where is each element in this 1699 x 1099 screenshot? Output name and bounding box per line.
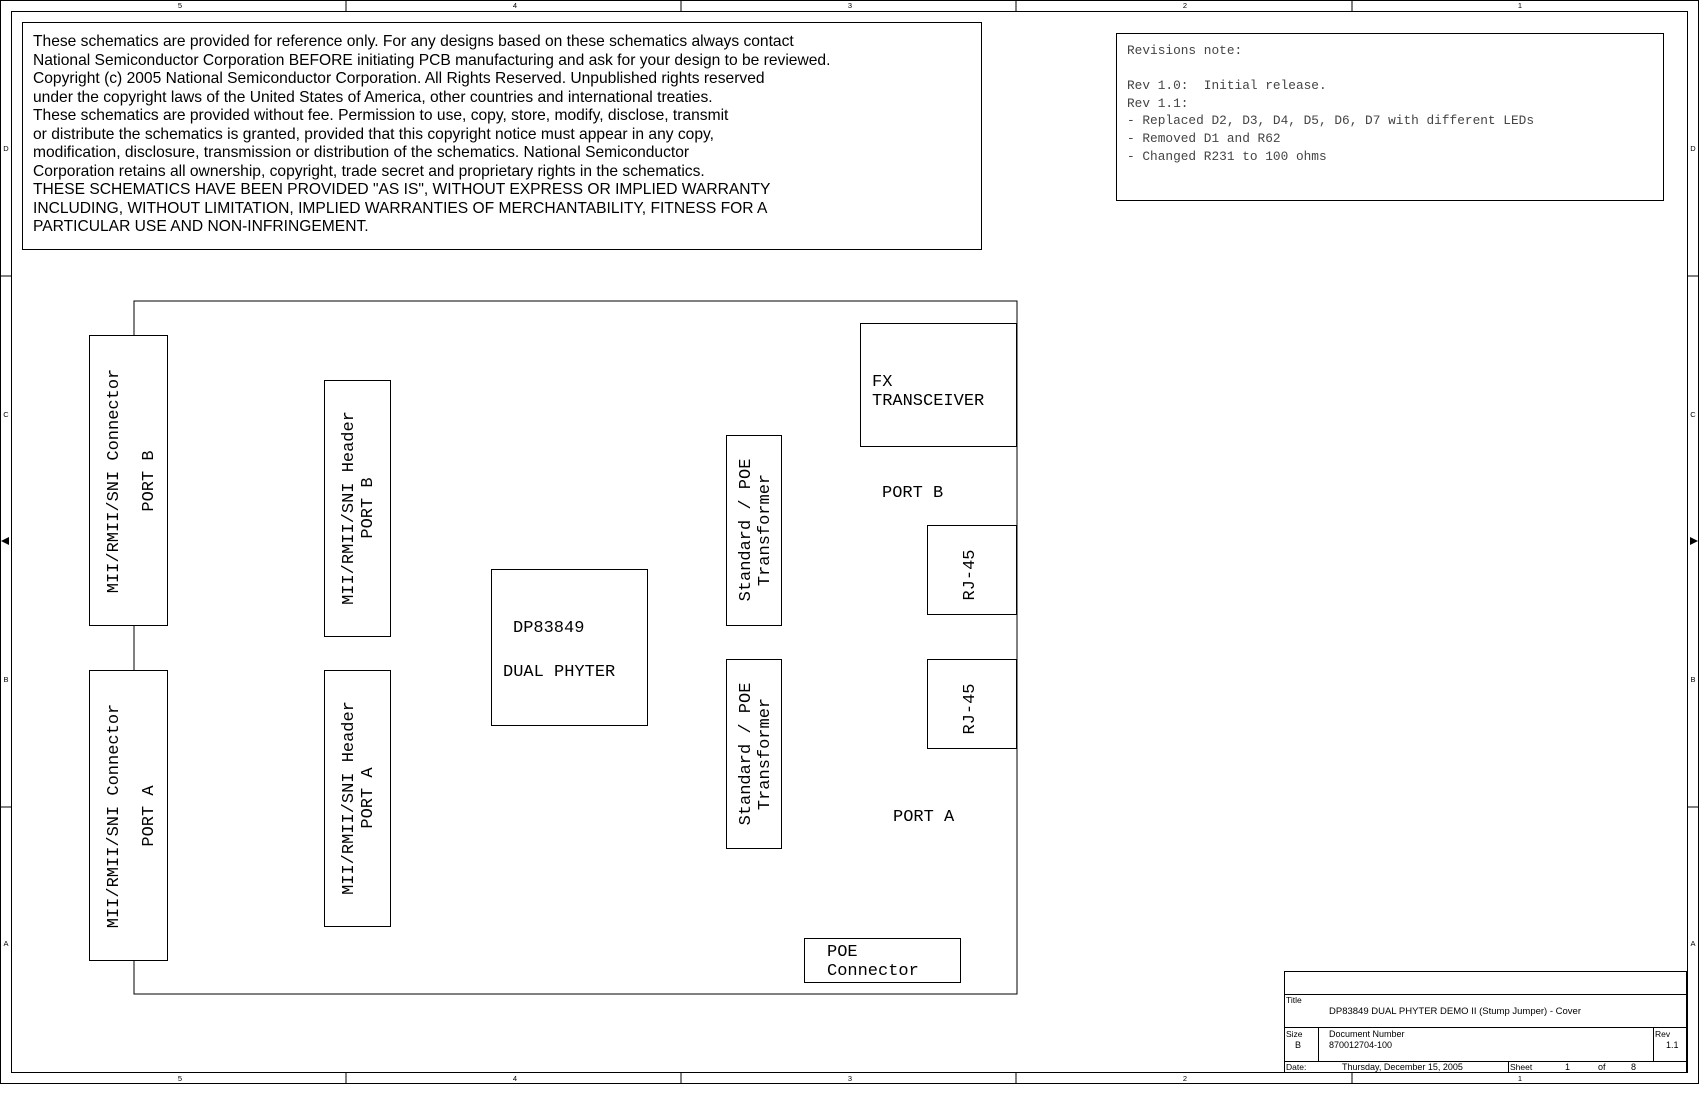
poe-connector-line1: POE bbox=[827, 943, 858, 962]
revision-line: Rev 1.1: bbox=[1127, 95, 1189, 111]
docnum-value: 870012704-100 bbox=[1329, 1040, 1393, 1050]
connector-port-b-line2: PORT B bbox=[140, 450, 159, 512]
revision-line: - Changed R231 to 100 ohms bbox=[1127, 148, 1327, 164]
disclaimer-line: Corporation retains all ownership, copyright, trade secret and proprietary rights in the schematics. bbox=[33, 162, 705, 180]
col-label-bottom-3: 3 bbox=[847, 1074, 853, 1083]
disclaimer-line: under the copyright laws of the United States of America, other countries and international treaties. bbox=[33, 88, 713, 106]
connector-port-a bbox=[90, 671, 168, 961]
rev-value: 1.1 bbox=[1666, 1040, 1679, 1050]
row-label-left-c: C bbox=[3, 410, 9, 419]
disclaimer-line: Copyright (c) 2005 National Semiconductor Corporation. All Rights Reserved. Unpublished rights reserved bbox=[33, 70, 765, 88]
sheet-total: 8 bbox=[1631, 1062, 1637, 1072]
connector-port-a-line1: MII/RMII/SNI Connector bbox=[105, 703, 124, 929]
fx-transceiver-line1: FX bbox=[872, 373, 893, 392]
date-label: Date: bbox=[1286, 1062, 1307, 1072]
transformer-port-a bbox=[727, 660, 782, 849]
title-value: DP83849 DUAL PHYTER DEMO II (Stump Jumper) - Cover bbox=[1329, 1006, 1581, 1017]
port-b-label: PORT B bbox=[882, 484, 944, 503]
col-label-top-4: 4 bbox=[512, 1, 518, 10]
disclaimer-line: INCLUDING, WITHOUT LIMITATION, IMPLIED WARRANTIES OF MERCHANTABILITY, FITNESS FOR A bbox=[33, 199, 768, 217]
row-label-right-b: B bbox=[1690, 675, 1696, 684]
disclaimer-text bbox=[33, 33, 973, 237]
revisions-title: Revisions note: bbox=[1127, 43, 1243, 58]
disclaimer-line: modification, disclosure, transmission or distribution of the schematics. National Semiconductor bbox=[33, 144, 690, 162]
col-label-top-5: 5 bbox=[177, 1, 183, 10]
transformer-port-b-line2: Transformer bbox=[756, 473, 775, 587]
poe-connector bbox=[805, 939, 961, 983]
rj45-port-a bbox=[928, 660, 1017, 749]
revisions-text bbox=[1127, 42, 1534, 165]
title-block bbox=[1284, 972, 1687, 1074]
revision-line: Rev 1.0: Initial release. bbox=[1127, 78, 1327, 94]
dual-phyter-chip bbox=[492, 570, 648, 726]
col-label-top-1: 1 bbox=[1517, 1, 1523, 10]
revisions-spacer bbox=[1127, 60, 1534, 78]
rev-label: Rev bbox=[1655, 1029, 1671, 1039]
disclaimer-line: or distribute the schematics is granted, provided that this copyright notice must appear in any copy, bbox=[33, 125, 714, 143]
fx-transceiver-line2: TRANSCEIVER bbox=[872, 392, 985, 411]
size-label: Size bbox=[1286, 1029, 1303, 1039]
header-port-a-line1: MII/RMII/SNI Header bbox=[340, 701, 359, 895]
row-label-right-a: A bbox=[1690, 939, 1696, 948]
poe-connector-line2: Connector bbox=[827, 962, 919, 981]
transformer-port-b bbox=[727, 436, 782, 626]
row-label-left-d: D bbox=[3, 144, 9, 153]
connector-port-b-line1: MII/RMII/SNI Connector bbox=[105, 368, 124, 594]
connector-port-a-line2: PORT A bbox=[140, 785, 159, 847]
title-label: Title bbox=[1286, 995, 1302, 1005]
rj45-port-a-label: RJ-45 bbox=[961, 683, 980, 735]
revision-line: - Replaced D2, D3, D4, D5, D6, D7 with different LEDs bbox=[1127, 113, 1535, 129]
docnum-label: Document Number bbox=[1329, 1029, 1405, 1039]
date-value: Thursday, December 15, 2005 bbox=[1342, 1062, 1463, 1072]
left-center-arrow bbox=[1, 537, 9, 545]
row-label-left-b: B bbox=[3, 675, 9, 684]
row-label-right-d: D bbox=[1690, 144, 1696, 153]
disclaimer-line: PARTICULAR USE AND NON-INFRINGEMENT. bbox=[33, 218, 369, 236]
header-port-a bbox=[325, 671, 391, 927]
col-label-top-2: 2 bbox=[1182, 1, 1188, 10]
row-label-right-c: C bbox=[1690, 410, 1696, 419]
transformer-port-b-line1: Standard / POE bbox=[737, 458, 756, 602]
header-port-b-line1: MII/RMII/SNI Header bbox=[340, 411, 359, 605]
sheet-label: Sheet bbox=[1510, 1062, 1533, 1072]
disclaimer-line: These schematics are provided without fee. Permission to use, copy, store, modify, disclose, transmit bbox=[33, 107, 729, 125]
transformer-port-a-line2: Transformer bbox=[756, 697, 775, 811]
rj45-port-b bbox=[928, 526, 1017, 615]
transformer-port-a-line1: Standard / POE bbox=[737, 682, 756, 826]
fx-transceiver bbox=[861, 324, 1017, 447]
sheet-value: 1 bbox=[1565, 1062, 1571, 1072]
col-label-bottom-4: 4 bbox=[512, 1074, 518, 1083]
port-a-label: PORT A bbox=[893, 808, 955, 827]
col-label-bottom-2: 2 bbox=[1182, 1074, 1188, 1083]
revision-line: - Removed D1 and R62 bbox=[1127, 130, 1281, 146]
disclaimer-line: THESE SCHEMATICS HAVE BEEN PROVIDED "AS IS", WITHOUT EXPRESS OR IMPLIED WARRANTY bbox=[33, 181, 771, 199]
right-center-arrow bbox=[1690, 537, 1698, 545]
size-value: B bbox=[1295, 1040, 1302, 1050]
header-port-b-line2: PORT B bbox=[359, 477, 378, 539]
header-port-a-line2: PORT A bbox=[359, 767, 378, 829]
row-label-left-a: A bbox=[3, 939, 9, 948]
col-label-top-3: 3 bbox=[847, 1, 853, 10]
disclaimer-line: National Semiconductor Corporation BEFORE initiating PCB manufacturing and ask for your design to be reviewed. bbox=[33, 51, 831, 69]
disclaimer-line: These schematics are provided for reference only. For any designs based on these schematics always contact bbox=[33, 33, 794, 50]
dual-phyter-line1: DP83849 bbox=[513, 619, 585, 638]
col-label-bottom-1: 1 bbox=[1517, 1074, 1523, 1083]
header-port-b bbox=[325, 381, 391, 637]
col-label-bottom-5: 5 bbox=[177, 1074, 183, 1083]
connector-port-b bbox=[90, 336, 168, 626]
sheet-of-label: of bbox=[1598, 1062, 1606, 1072]
row-ticks bbox=[0, 276, 1699, 807]
dual-phyter-line2: DUAL PHYTER bbox=[503, 663, 616, 682]
rj45-port-b-label: RJ-45 bbox=[961, 549, 980, 601]
